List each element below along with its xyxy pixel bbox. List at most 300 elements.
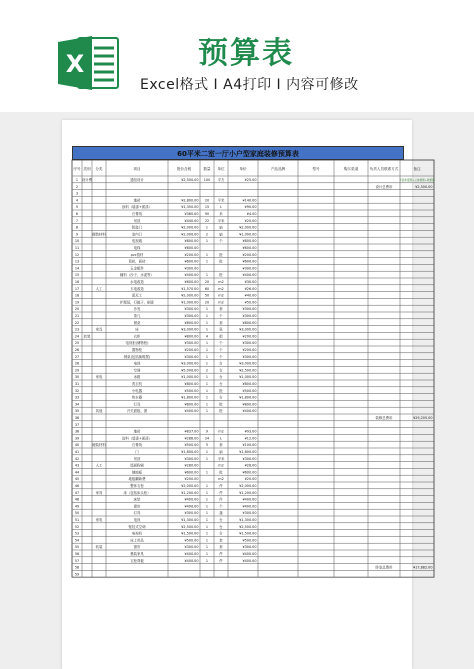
table-cell: ¥800.00 (184, 382, 199, 386)
table-cell: 10 (74, 239, 80, 244)
table-cell: ¥288.00 (184, 436, 199, 441)
table-cell: ¥3,000.00 (239, 327, 257, 332)
table-cell: ¥300.00 (242, 511, 257, 516)
table-cell: 设计费 (81, 178, 93, 182)
table-cell: L (220, 205, 222, 210)
table-cell: 15 (74, 273, 80, 278)
table-cell: 53 (74, 531, 80, 536)
table-cell: ¥28.00 (244, 463, 257, 468)
table-cell: 护理层，打腻子，刷漆 (120, 300, 154, 305)
table-cell: 热水器 (131, 395, 143, 400)
table-cell: 20 (74, 307, 80, 312)
page-subtitle: Excel格式 I A4打印 I 内容可修改 (140, 77, 359, 93)
table-cell: ¥400.00 (242, 409, 257, 414)
table-cell: 茶几 (133, 314, 141, 318)
table-cell: ¥300.00 (242, 354, 257, 359)
table-cell: ¥400.00 (242, 504, 257, 509)
table-cell: 15 (204, 205, 210, 210)
table-cell: 石膏线 (131, 212, 143, 216)
table-cell: 50 (74, 511, 80, 516)
table-cell: 18 (74, 293, 80, 298)
table-cell: 9 (205, 429, 209, 434)
table-cell: 1 (205, 504, 209, 509)
table-cell: ¥2,000.00 (181, 484, 199, 488)
table-cell: ¥1,200.00 (181, 490, 199, 495)
table-cell: 14 (74, 266, 80, 271)
table-cell: 壁挂式空调 (128, 524, 146, 529)
table-cell: ¥600.00 (242, 470, 257, 475)
table-cell: 1 (205, 239, 209, 244)
table-cell: 1 (205, 354, 209, 359)
table-cell: 6 (75, 212, 79, 216)
table-cell: ¥3,000.00 (181, 361, 199, 366)
table-cell: 门 (135, 450, 139, 454)
table-cell: 55 (74, 545, 80, 550)
table-cell: m2 (218, 293, 224, 298)
table-cell: ¥800.00 (242, 382, 257, 386)
table-cell: 1 (205, 388, 209, 393)
table-cell: 套 (219, 307, 223, 312)
table-cell: 1 (205, 361, 209, 366)
table-cell: ¥600.00 (242, 259, 257, 264)
table-cell: 套 (219, 545, 223, 550)
table-cell: ¥400.00 (184, 497, 199, 502)
table-cell: 泥瓦工 (131, 293, 143, 298)
table-cell: ¥500.00 (184, 538, 199, 543)
table-cell: 1 (205, 314, 209, 318)
table-cell: 35 (74, 409, 80, 414)
table-cell: ¥300.00 (242, 307, 257, 312)
table-cell: m2 (218, 477, 224, 482)
table-cell: 28 (74, 361, 80, 366)
table-cell: 1 (205, 545, 209, 550)
table-cell: 电视 (133, 518, 141, 522)
table-cell: ¥26.00 (244, 286, 257, 291)
table-cell: 个 (219, 348, 223, 352)
table-cell: 台 (219, 375, 223, 380)
table-cell: 件 (219, 558, 223, 563)
table-cell: 铺地板 (131, 470, 143, 475)
table-cell: 1 (205, 531, 209, 536)
table-cell: 件 (219, 497, 223, 502)
table-cell: ¥1,300.00 (239, 518, 257, 522)
table-cell: ¥200.00 (184, 348, 199, 352)
table-cell: m2 (218, 286, 224, 291)
table-cell: 平米 (217, 218, 225, 223)
table-cell: 个 (219, 239, 223, 244)
table-cell: 件 (219, 552, 223, 556)
table-cell: ¥600.00 (184, 246, 199, 250)
table-cell: 水电改造 (130, 280, 144, 284)
table-cell: 批 (219, 259, 223, 264)
table-cell: ¥600.00 (184, 280, 199, 284)
column-header: 类别 (83, 167, 91, 171)
table-cell: ¥300.00 (184, 266, 199, 271)
table-cell: 硬装材料 (92, 232, 106, 237)
table-cell: ¥29,205.00 (413, 416, 433, 420)
table-cell: ¥400.00 (242, 558, 257, 563)
table-cell: 1 (205, 450, 209, 454)
table-cell: ¥1,800.00 (239, 395, 257, 400)
table-cell: 家电 (95, 375, 103, 380)
table-cell: 1 (205, 341, 209, 346)
table-cell: 餐桌 (133, 320, 141, 325)
table-cell: ¥1,500.00 (181, 531, 199, 536)
column-header: 数量 (203, 167, 211, 171)
table-cell: 11 (74, 246, 80, 250)
table-cell: 5 (75, 205, 79, 210)
table-cell: 床 (135, 327, 139, 332)
table-cell: m2 (218, 463, 224, 468)
table-cell: 25 (74, 341, 80, 346)
table-cell: ¥300.00 (242, 266, 257, 271)
table-cell: 1 (205, 327, 209, 332)
table-cell: 44 (74, 470, 80, 475)
table-cell: 39 (74, 436, 80, 441)
table-cell: ¥400.00 (242, 273, 257, 278)
table-cell: 1 (205, 382, 209, 386)
table-cell: ¥1,000.00 (181, 300, 199, 305)
table-cell: 台 (219, 361, 223, 366)
table-cell: 洗衣机 (131, 382, 143, 386)
table-cell: 件 (219, 484, 223, 488)
column-header: 购买渠道 (343, 167, 359, 171)
table-cell: 33 (74, 395, 80, 400)
table-cell: 套 (219, 443, 223, 448)
table-cell: 1 (205, 259, 209, 264)
table-cell: 42 (74, 456, 80, 461)
table-cell: ¥100.00 (242, 443, 257, 448)
table-cell: 扇 (219, 232, 223, 237)
table-cell: 台 (219, 395, 223, 400)
table-cell: 地板翻新费 (128, 477, 146, 482)
table-cell: 40 (74, 443, 80, 448)
table-cell: ¥2,500.00 (239, 368, 257, 373)
table-cell: ¥140.00 (242, 198, 257, 203)
table-cell: 1 (205, 552, 209, 556)
table-cell: 1 (205, 375, 209, 380)
table-cell: 49 (74, 504, 80, 509)
table-cell: ¥200.00 (184, 477, 199, 482)
table-cell: 32 (74, 388, 80, 393)
table-cell: 19 (74, 300, 80, 305)
column-header: 产品品牌 (270, 167, 286, 171)
table-cell: 30 (74, 375, 80, 380)
table-cell: ¥500.00 (184, 388, 199, 393)
table-cell: ¥500.00 (242, 388, 257, 393)
column-header: 负责人员联系方式 (369, 167, 399, 171)
table-cell: ¥3,000.00 (239, 361, 257, 366)
table-cell: ¥800.00 (242, 320, 257, 325)
table-cell: 100 (203, 178, 211, 182)
table-cell: 56 (74, 552, 80, 556)
table-cell: ¥1,800.00 (181, 395, 199, 400)
table-cell: ¥300.00 (184, 545, 199, 550)
table-cell: 24 (204, 436, 210, 441)
table-cell: 防盗门 (131, 225, 143, 230)
table-cell: 1 (205, 470, 209, 475)
table-cell: 1 (205, 490, 209, 495)
table-cell: ¥1,000.00 (239, 232, 257, 237)
table-cell: 衣柜背板 (130, 558, 144, 563)
table-cell: 平米 (217, 198, 225, 203)
table-cell: 1 (205, 524, 209, 529)
table-cell: ¥20.00 (244, 218, 257, 223)
table-cell: 22 (204, 218, 210, 223)
table-cell: m2 (218, 280, 224, 284)
table-cell: ¥300.00 (242, 456, 257, 461)
table-cell: 34 (74, 402, 80, 407)
table-cell: ¥2,000.00 (239, 225, 257, 230)
table-cell: 台 (219, 382, 223, 386)
table-cell: 54 (74, 538, 80, 543)
table-cell: L (220, 436, 222, 441)
table-cell: 1 (205, 538, 209, 543)
table-cell: 26 (74, 348, 80, 352)
table-cell: 24 (74, 334, 80, 339)
table-cell: 20 (204, 280, 210, 284)
table-cell: 瓷砖，面砖 (128, 259, 146, 264)
table-cell: 个 (219, 314, 223, 318)
table-cell: ¥600.00 (242, 246, 257, 250)
table-cell: 20 (204, 300, 210, 305)
table-cell: 其他 (95, 409, 103, 414)
table-cell: 床（包括床头柜） (123, 490, 151, 495)
column-header: 项目 (133, 167, 141, 171)
table-cell: ¥300.00 (242, 314, 257, 318)
table-cell: 台 (219, 524, 223, 529)
table-cell: 8 (75, 225, 79, 230)
table-cell: ¥93.00 (244, 429, 257, 434)
table-cell: 46 (74, 484, 80, 488)
table-cell: 37 (74, 422, 80, 427)
table-cell: 通信设计 (130, 178, 144, 182)
table-cell: ¥400.00 (184, 558, 199, 563)
table-cell: ¥2,000.00 (181, 232, 199, 237)
table-cell: 台 (219, 518, 223, 522)
table-cell: 平方 (217, 178, 225, 182)
table-cell: 1 (205, 409, 209, 414)
table-cell: 1 (205, 320, 209, 325)
table-cell: 窗帘 (133, 504, 141, 509)
table-cell: 1 (205, 558, 209, 563)
table-cell: ¥600.00 (184, 470, 199, 475)
table-cell: ¥440.00 (184, 218, 199, 223)
column-header: 型号 (312, 167, 320, 171)
column-header: 序号 (73, 167, 81, 171)
table-cell: m2 (218, 429, 224, 434)
excel-icon (56, 34, 120, 92)
table-cell: 1 (205, 225, 209, 230)
table-cell: 50 (204, 293, 210, 298)
table-cell: 电视柜(储物柜) (125, 341, 149, 346)
table-cell: ¥50.00 (244, 300, 257, 305)
hero-banner (0, 0, 474, 112)
page-title: 预算表 (198, 36, 294, 71)
table-cell: ¥2,800.00 (181, 198, 199, 203)
table-cell: ¥300.00 (184, 456, 199, 461)
table-cell: 23 (74, 327, 80, 332)
table-cell: 7 (75, 218, 79, 223)
table-cell: 小电器 (131, 388, 143, 393)
table-cell: ¥837.00 (184, 429, 199, 434)
table-cell: 整体衣柜 (130, 484, 144, 488)
table-cell: 57 (74, 558, 80, 563)
table-cell: 涂料（墙漆+面漆） (122, 436, 152, 441)
table-cell: ¥400.00 (184, 504, 199, 509)
table-cell: 1 (205, 395, 209, 400)
table-cell: 空调 (133, 368, 141, 373)
column-header: 单位 (217, 167, 225, 171)
table-cell: ¥800.00 (184, 402, 199, 407)
table-cell: 件 (219, 490, 223, 495)
table-cell: ¥200.00 (242, 252, 257, 257)
table-cell: ¥1,800.00 (239, 450, 257, 454)
table-cell: 48 (74, 497, 80, 502)
column-header: 单价 (239, 167, 247, 171)
table-cell: ¥200.00 (184, 252, 199, 257)
table-cell: m2 (218, 300, 224, 305)
table-cell: 1 (205, 511, 209, 516)
table-cell: 电视机 (131, 531, 143, 536)
column-header: 备注 (413, 167, 421, 171)
table-cell: 9 (75, 232, 79, 237)
table-cell: 吊顶 (133, 218, 141, 223)
table-cell: 60 (204, 286, 210, 291)
table-cell: ¥2,500.00 (239, 524, 257, 529)
table-cell: 批 (219, 388, 223, 393)
table-cell: 批 (219, 273, 223, 278)
table-cell: 平米 (217, 456, 225, 461)
table-cell: 设计总费用 (375, 184, 393, 189)
table-cell: 地砖 (133, 429, 141, 434)
table-cell: 软装 (95, 545, 103, 550)
table-cell: 36 (74, 416, 80, 420)
table-cell: 套 (219, 320, 223, 325)
table-cell: ¥300.00 (242, 341, 257, 346)
table-cell: 扇 (219, 225, 223, 230)
table-cell: 米 (219, 212, 223, 216)
table-cell: ¥2,000.00 (239, 484, 257, 488)
table-cell: 室内门 (131, 232, 143, 237)
table-cell: 衣柜 (133, 334, 141, 339)
table-cell: 1 (205, 484, 209, 488)
table-cell: 床垫 (133, 497, 141, 502)
table-cell: 3 (75, 191, 79, 196)
table-cell: 20 (204, 198, 210, 203)
table-cell: 个 (219, 354, 223, 359)
table-cell: ¥3,000.00 (181, 327, 199, 332)
table-cell: 吊顶 (133, 456, 141, 461)
table-cell: 51 (74, 518, 80, 522)
table-cell: 平面布置图+立体效果+效果图 (399, 179, 435, 182)
table-cell: ¥1,800.00 (181, 450, 199, 454)
table-cell: 1 (205, 456, 209, 461)
table-cell: ¥300.00 (184, 511, 199, 516)
table-cell: 12 (74, 252, 80, 257)
table-cell: 床上用品 (130, 538, 144, 543)
table-cell: 批 (219, 252, 223, 257)
table-cell: ¥500.00 (184, 443, 199, 448)
table-cell: 开关面板、窗 (126, 409, 148, 414)
table-cell: ¥400.00 (184, 273, 199, 278)
table-cell: 38 (74, 429, 80, 434)
table-cell: 墙面粉刷 (130, 463, 144, 468)
table-cell: 90 (204, 212, 210, 216)
table-cell: ¥1,350.00 (181, 205, 199, 210)
table-cell: ¥25.00 (244, 178, 257, 182)
table-cell: ¥20.00 (244, 477, 257, 482)
table-cell: 家具 (95, 327, 103, 332)
table-cell: 16 (74, 280, 80, 284)
table-cell: ¥1,570.00 (181, 286, 199, 291)
table-cell: 1 (205, 497, 209, 502)
table-cell: ¥12.00 (244, 436, 257, 441)
table-cell: 27 (74, 354, 80, 359)
table-cell: 47 (74, 490, 80, 495)
table-cell: 批 (219, 402, 223, 407)
table-cell: ¥2,000.00 (181, 225, 199, 230)
table-cell: 个 (219, 341, 223, 346)
table-cell: 硬装材料 (92, 443, 106, 448)
table-cell: 地砖 (133, 198, 141, 203)
table-cell: 台 (219, 368, 223, 373)
table-cell: ¥300.00 (184, 341, 199, 346)
table-cell: 冰箱 (133, 375, 141, 380)
table-cell: 软装 (83, 334, 91, 339)
table-cell: 灯具 (133, 511, 141, 516)
table-cell: ¥300.00 (184, 307, 199, 312)
table-cell: ¥300.00 (184, 354, 199, 359)
table-cell: 墨装家具 (130, 552, 144, 556)
table-cell: 电视 (133, 361, 141, 366)
table-cell: 52 (74, 524, 80, 529)
table-cell: 家电 (95, 518, 103, 522)
table-cell: ¥400.00 (242, 552, 257, 556)
table-cell: 辅料（沙子，水泥等） (120, 273, 154, 278)
table-cell: 装修总费用 (375, 416, 393, 420)
table-cell: 1 (75, 178, 79, 182)
table-cell: 59 (74, 572, 80, 577)
table-cell: ¥2,500.00 (181, 178, 199, 182)
table-cell: 批 (219, 470, 223, 475)
table-cell: 盏 (219, 511, 223, 516)
table-cell: 2 (75, 184, 79, 189)
table-cell: 2 (205, 368, 209, 373)
sheet-title: 60平米二室一厅小户型家庭装修预算表 (72, 146, 404, 160)
table-cell: ¥200.00 (242, 348, 257, 352)
table-cell: ¥2,500.00 (415, 184, 433, 189)
table-cell: ¥400.00 (184, 552, 199, 556)
table-cell: ¥2,000.00 (181, 293, 199, 298)
table-cell: ¥800.00 (184, 239, 199, 244)
table-cell: ¥800.00 (242, 402, 257, 407)
table-cell: ¥300.00 (184, 314, 199, 318)
table-cell: 4 (75, 198, 79, 203)
table-cell: ¥1,000.00 (239, 375, 257, 380)
table-cell: 扇 (219, 450, 223, 454)
table-cell: ¥4.00 (246, 212, 257, 216)
table-cell: 58 (74, 565, 80, 570)
table-cell: 沙发 (133, 307, 141, 312)
table-cell: 把 (219, 334, 223, 339)
table-cell: ¥5,000.00 (181, 368, 199, 373)
table-cell: ¥200.00 (242, 334, 257, 339)
table-cell: 人工 (95, 463, 103, 468)
table-cell: 45 (74, 477, 80, 482)
table-cell: ¥30.00 (244, 280, 257, 284)
table-cell: 个 (219, 504, 223, 509)
